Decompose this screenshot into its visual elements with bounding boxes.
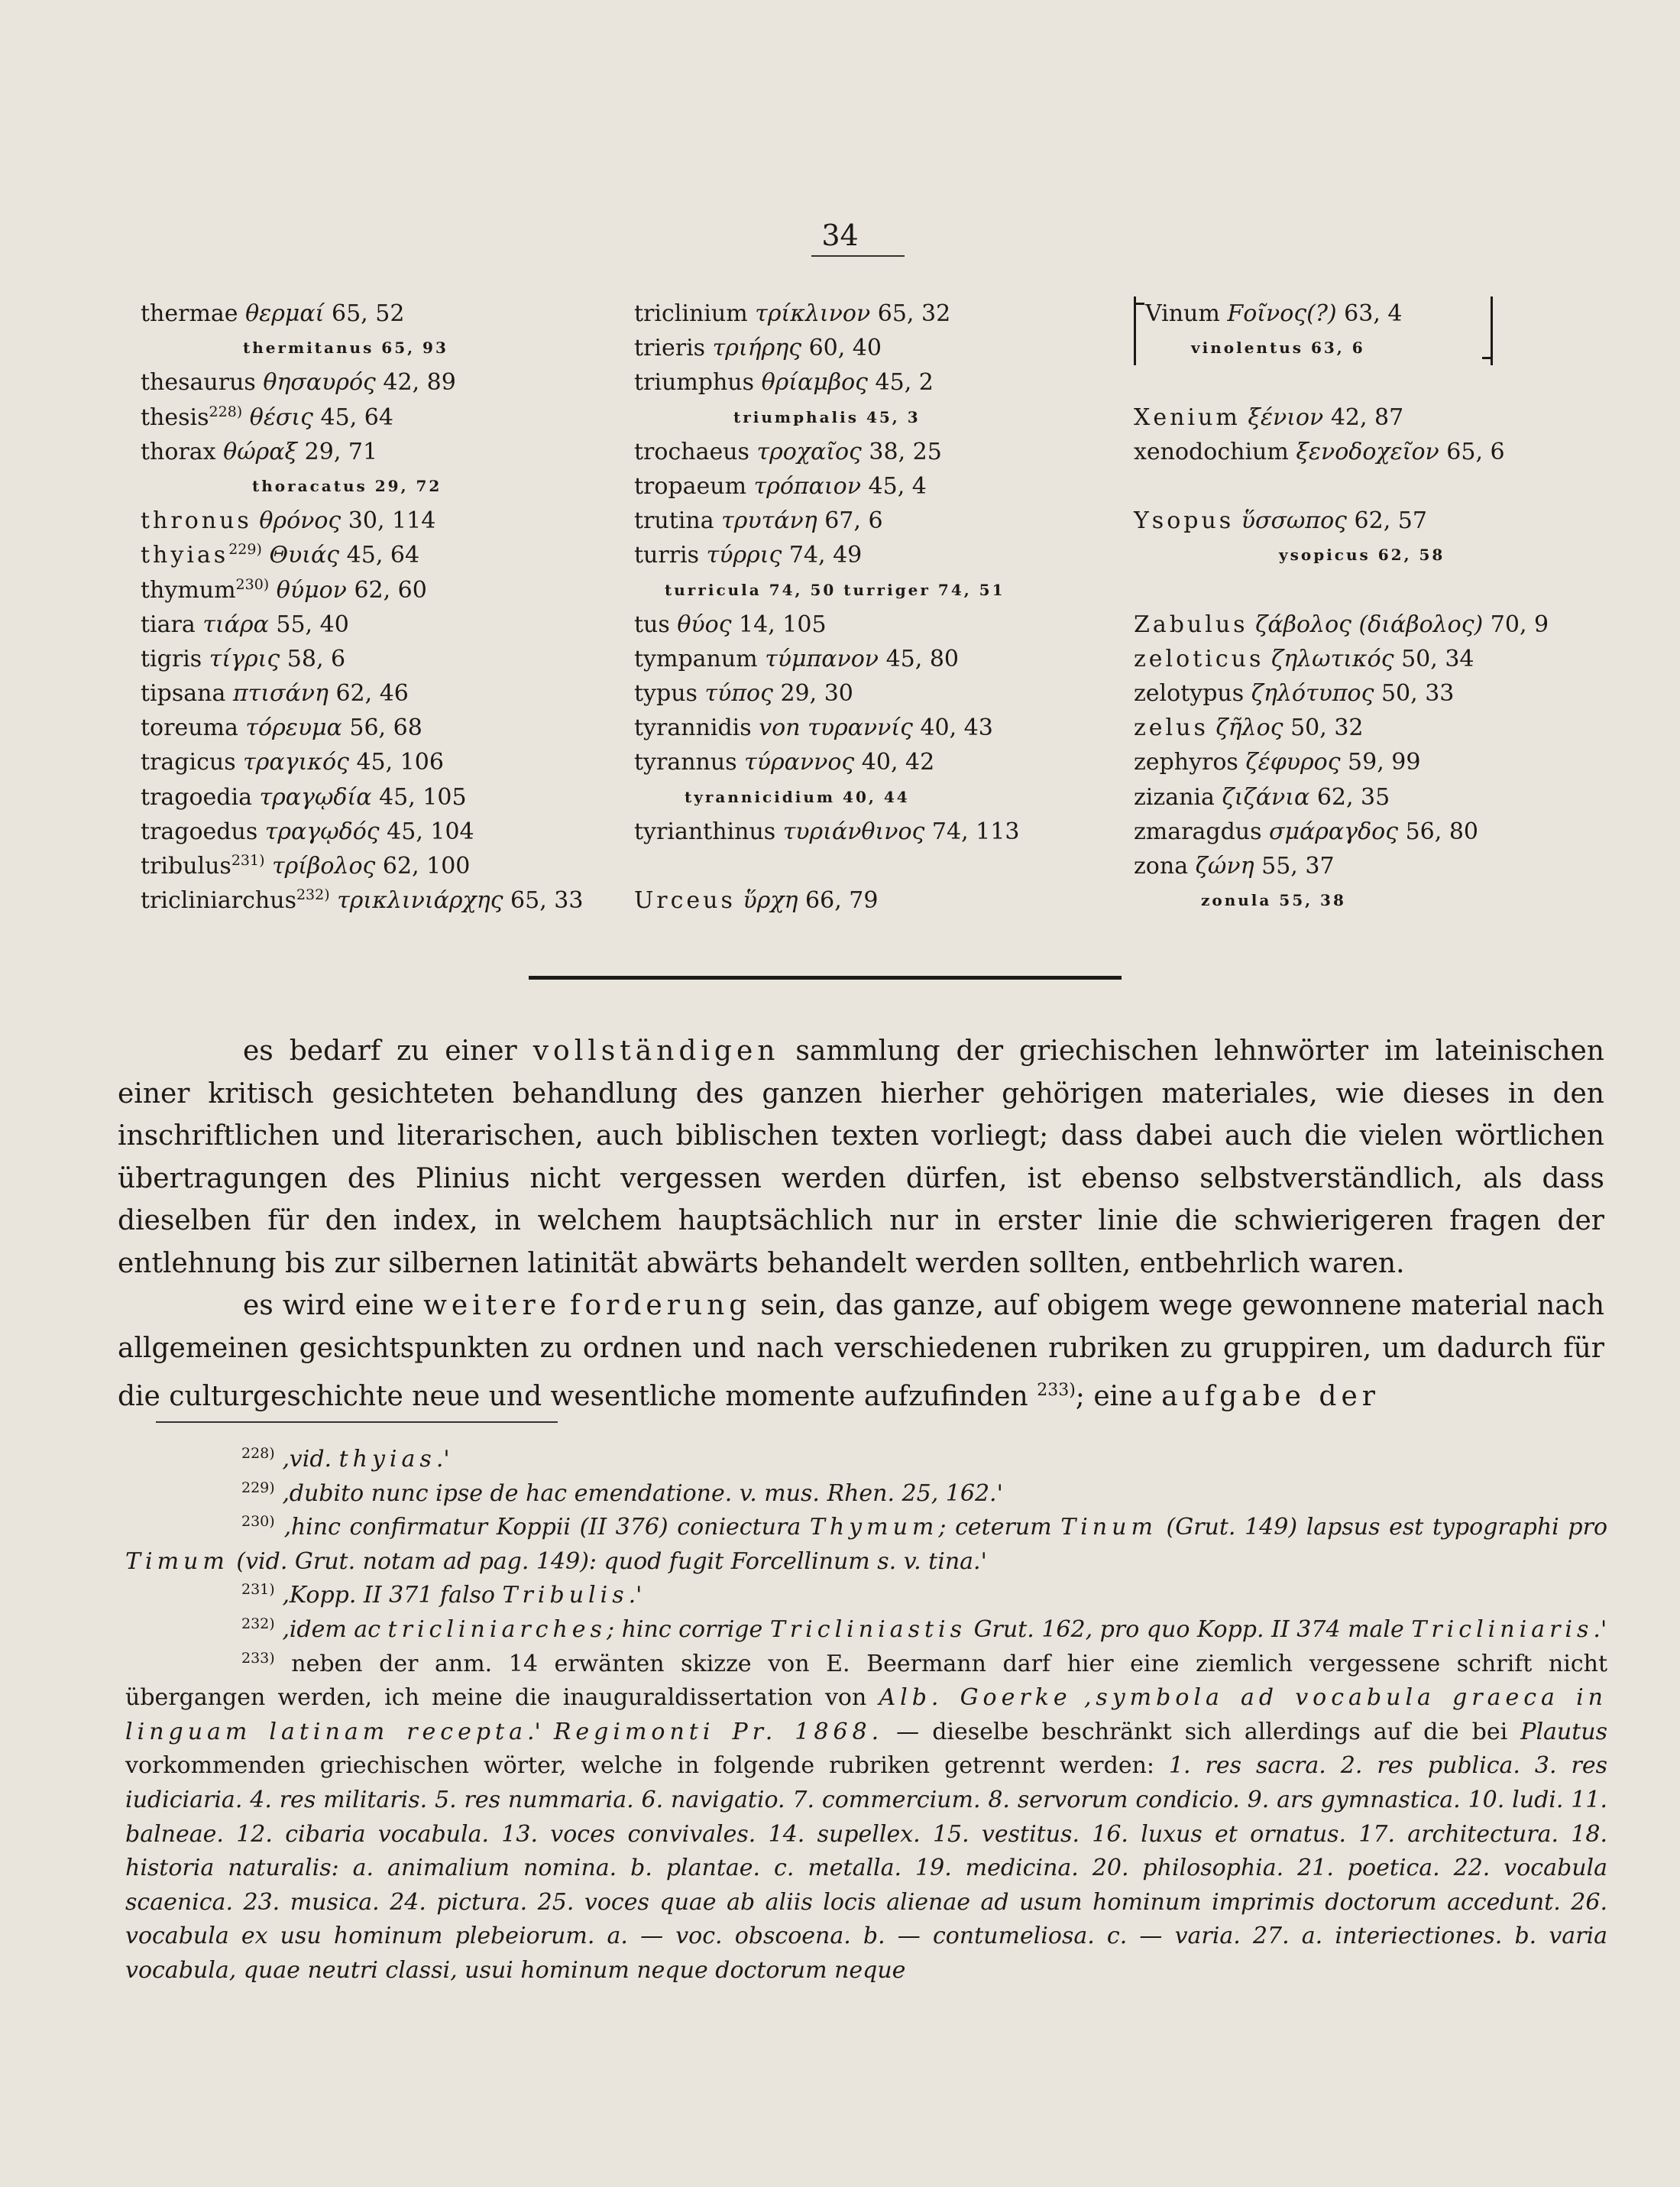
index-entry bbox=[141, 608, 630, 642]
entry-greek: ξενοδοχεῖον bbox=[1296, 438, 1439, 465]
entry-lemma: trochaeus bbox=[634, 438, 749, 465]
entry-lemma: turris bbox=[634, 542, 700, 569]
page-number: 34 bbox=[821, 219, 859, 252]
entry-refs: 65, 52 bbox=[331, 300, 405, 327]
entry-lemma: thymum bbox=[141, 576, 236, 604]
index-sub-entry: ysopicus 62, 58 bbox=[1279, 546, 1445, 565]
entry-greek: τιάρα bbox=[202, 611, 269, 638]
entry-greek: θερμαί bbox=[245, 300, 325, 327]
entry-refs: 58, 6 bbox=[286, 645, 346, 672]
entry-lemma: thermae bbox=[141, 300, 238, 327]
index-sub-entry: zonula 55, 38 bbox=[1201, 891, 1346, 910]
entry-greek: θύος bbox=[677, 611, 732, 638]
entry-greek: τρόπαιον bbox=[753, 472, 861, 500]
entry-refs: 50, 34 bbox=[1401, 645, 1474, 672]
entry-greek: τραγικός bbox=[243, 749, 349, 776]
entry-refs: 45, 80 bbox=[885, 645, 959, 672]
entry-lemma: Urceus bbox=[634, 887, 736, 915]
entry-refs: 45, 2 bbox=[875, 369, 934, 397]
entry-greek: τρικλινιάρχης bbox=[337, 887, 503, 915]
index-entry bbox=[141, 883, 630, 918]
index-entry bbox=[634, 469, 1115, 504]
index-entry bbox=[634, 883, 1115, 918]
entry-lemma: thyias bbox=[141, 542, 229, 569]
entry-lemma: tragicus bbox=[141, 749, 236, 776]
entry-refs: 62, 35 bbox=[1316, 783, 1390, 811]
entry-greek: θέσις bbox=[249, 403, 313, 431]
index-entry bbox=[141, 504, 630, 538]
index-entry bbox=[141, 573, 630, 608]
entry-greek: ξένιον bbox=[1248, 403, 1324, 431]
entry-greek: ζηλότυπος bbox=[1251, 680, 1374, 708]
index-entry bbox=[634, 711, 1115, 745]
entry-lemma: zelus bbox=[1134, 714, 1209, 742]
index-entry bbox=[634, 538, 1115, 572]
entry-greek: ὕσσωπος bbox=[1241, 507, 1347, 535]
entry-refs: 29, 71 bbox=[304, 438, 378, 465]
index-entry bbox=[634, 642, 1115, 676]
index-entry bbox=[1134, 435, 1623, 469]
entry-lemma: Ysopus bbox=[1134, 507, 1235, 535]
paragraph-2: es wird eine weitere forderung sein, das ganze, auf obigem wege gewonnene material nach allgemeinen gesichtspunkten zu ordnen und nach verschiedenen rubriken zu gruppiren, um dadurch für die culturgeschichte neue und wesentliche momente aufzufinden $^{233)}$; eine aufgabe der bbox=[118, 1290, 1605, 1412]
entry-prefix: von bbox=[759, 714, 801, 742]
footnote-ref: 230) bbox=[235, 575, 270, 593]
footnote-228: $^{228)}$ ‚vid. thyias.' bbox=[241, 1445, 450, 1473]
entry-refs: 14, 105 bbox=[739, 611, 827, 638]
entry-refs: 42, 87 bbox=[1330, 403, 1404, 431]
entry-refs: 56, 80 bbox=[1405, 818, 1478, 845]
index-entry bbox=[141, 538, 630, 572]
entry-greek: θύμον bbox=[276, 576, 347, 604]
entry-refs: 62, 57 bbox=[1354, 507, 1427, 535]
entry-lemma: zizania bbox=[1134, 783, 1215, 811]
index-column-3 bbox=[1134, 296, 1623, 918]
entry-greek: τύμπανον bbox=[765, 645, 879, 672]
entry-greek: τόρευμα bbox=[245, 714, 342, 742]
footnote-232: $^{232)}$ ‚idem ac tricliniarches; hinc corrige Tricliniastis Grut. 162, pro quo Kopp. II 374 male Tricliniaris.' bbox=[241, 1615, 1607, 1643]
page-number-rule bbox=[811, 255, 905, 257]
index-entry bbox=[141, 642, 630, 676]
entry-greek: σμάραγδος bbox=[1269, 818, 1399, 845]
entry-refs: 62, 100 bbox=[382, 853, 471, 880]
entry-refs: 62, 60 bbox=[354, 576, 427, 604]
entry-lemma: thesis bbox=[141, 403, 209, 431]
index-gap bbox=[1134, 469, 1623, 504]
entry-greek: τρίβολος bbox=[272, 853, 376, 880]
index-entry bbox=[141, 849, 630, 883]
index-entry bbox=[1134, 849, 1623, 883]
entry-lemma: triclinium bbox=[634, 300, 748, 327]
index-entry bbox=[141, 711, 630, 745]
entry-lemma: toreuma bbox=[141, 714, 238, 742]
entry-lemma: tus bbox=[634, 611, 670, 638]
entry-refs: 45, 104 bbox=[387, 818, 474, 845]
entry-lemma: zona bbox=[1134, 853, 1189, 880]
entry-refs: 63, 4 bbox=[1344, 300, 1403, 327]
index-entry bbox=[1134, 815, 1623, 849]
footnotes bbox=[125, 1443, 1607, 1988]
entry-greek: θώραξ bbox=[223, 438, 298, 465]
index-gap bbox=[1134, 365, 1623, 400]
entry-greek: τυραννίς bbox=[808, 714, 913, 742]
index-entry bbox=[1134, 642, 1623, 676]
index-sub-entry: turricula 74, 50 turriger 74, 51 bbox=[665, 580, 1005, 599]
entry-lemma: Xenium bbox=[1134, 403, 1241, 431]
entry-greek: τρίκλινον bbox=[755, 300, 871, 327]
footnote-ref: 228) bbox=[209, 403, 243, 420]
index-entry bbox=[141, 676, 630, 711]
footnote-231: $^{231)}$ ‚Kopp. II 371 falso Tribulis.' bbox=[241, 1581, 643, 1609]
index-entry bbox=[141, 780, 630, 815]
entry-greek: τριήρης bbox=[712, 335, 802, 362]
section-divider bbox=[529, 976, 1122, 980]
entry-refs: 65, 6 bbox=[1446, 438, 1505, 465]
entry-greek: ὕρχη bbox=[743, 887, 798, 915]
entry-greek: τύραννος bbox=[744, 749, 855, 776]
entry-greek: Fοῖνος(?) bbox=[1227, 300, 1337, 327]
index-entry bbox=[141, 400, 630, 435]
entry-lemma: trieris bbox=[634, 335, 706, 362]
index-column-2 bbox=[634, 296, 1115, 918]
entry-refs: 66, 79 bbox=[805, 887, 879, 915]
footnote-ref: 232) bbox=[296, 886, 330, 904]
entry-greek: ζιζάνια bbox=[1222, 783, 1310, 811]
index-entry bbox=[141, 435, 630, 469]
entry-greek: τροχαῖος bbox=[756, 438, 862, 465]
entry-refs: 50, 32 bbox=[1290, 714, 1364, 742]
entry-lemma: zeloticus bbox=[1134, 645, 1264, 672]
entry-greek: τύπος bbox=[704, 680, 773, 708]
entry-greek: θρίαμβος bbox=[761, 369, 868, 397]
entry-greek: ζηλωτικός bbox=[1271, 645, 1394, 672]
entry-refs: 70, 9 bbox=[1490, 611, 1549, 638]
index-entry bbox=[1134, 608, 1623, 642]
entry-refs: 45, 64 bbox=[320, 403, 393, 431]
entry-lemma: tipsana bbox=[141, 680, 226, 708]
entry-greek: ζώνη bbox=[1195, 853, 1254, 880]
entry-refs: 45, 105 bbox=[379, 783, 467, 811]
entry-lemma: tiara bbox=[141, 611, 196, 638]
entry-lemma: thronus bbox=[141, 507, 252, 535]
entry-greek: τυριάνθινος bbox=[782, 818, 925, 845]
entry-greek: τύρρις bbox=[706, 542, 782, 569]
footnote-229: $^{229)}$ ‚dubito nunc ipse de hac emendatione. v. mus. Rhen. 25, 162.' bbox=[241, 1479, 1003, 1507]
index-entry bbox=[634, 331, 1115, 365]
index-entry bbox=[634, 435, 1115, 469]
entry-refs: 38, 25 bbox=[869, 438, 942, 465]
entry-lemma: tropaeum bbox=[634, 472, 747, 500]
index-entry bbox=[1134, 780, 1623, 815]
entry-greek: τραγῳδός bbox=[264, 818, 380, 845]
index-sub-entry: thermitanus 65, 93 bbox=[243, 339, 448, 358]
entry-refs: 74, 49 bbox=[788, 542, 863, 569]
entry-lemma: Zabulus bbox=[1134, 611, 1248, 638]
index-entry bbox=[634, 608, 1115, 642]
entry-greek: θρόνος bbox=[259, 507, 342, 535]
entry-lemma: tragoedia bbox=[141, 783, 252, 811]
entry-refs: 29, 30 bbox=[780, 680, 853, 708]
entry-lemma: trutina bbox=[634, 507, 714, 535]
index-gap bbox=[1134, 573, 1623, 608]
index-entry bbox=[141, 296, 630, 331]
index-entry bbox=[634, 815, 1115, 849]
entry-greek: τραγῳδία bbox=[259, 783, 372, 811]
index-entry bbox=[634, 676, 1115, 711]
entry-refs: 65, 33 bbox=[510, 887, 584, 915]
entry-refs: 40, 43 bbox=[920, 714, 993, 742]
index-sub-entry: triumphalis 45, 3 bbox=[733, 407, 921, 426]
index-sub-entry: vinolentus 63, 6 bbox=[1191, 339, 1365, 358]
entry-refs: 40, 42 bbox=[861, 749, 935, 776]
entry-lemma: tragoedus bbox=[141, 818, 258, 845]
entry-greek: ζέφυρος bbox=[1245, 749, 1341, 776]
entry-greek: Θυιάς bbox=[269, 542, 340, 569]
index-gap bbox=[634, 849, 1115, 883]
entry-refs: 50, 33 bbox=[1381, 680, 1455, 708]
entry-refs: 45, 106 bbox=[356, 749, 444, 776]
entry-lemma: triumphus bbox=[634, 369, 755, 397]
entry-refs: 45, 4 bbox=[868, 472, 927, 500]
entry-refs: 55, 40 bbox=[276, 611, 349, 638]
entry-lemma: zephyros bbox=[1134, 749, 1238, 776]
paragraph-1: es bedarf zu einer vollständigen sammlung der griechischen lehnwörter im lateinischen einer kritisch gesichteten behandlung des ganzen hierher gehörigen materiales, wie dieses in den inschriftlichen und literarischen, auch biblischen texten vorliegt; dass dabei auch die vielen wörtlichen übertragungen des Plinius nicht vergessen werden dürfen, ist ebenso selbstverständlich, als dass dieselben für den index, in welchem hauptsächlich nur in erster linie die schwierigeren fragen der entlehnung bis zur silbernen latinität abwärts behandelt werden sollten, entbehrlich waren. bbox=[118, 1035, 1604, 1279]
entry-refs: 62, 46 bbox=[335, 680, 409, 708]
footnote-ref-233: 233) bbox=[1037, 1381, 1076, 1400]
index-entry bbox=[1134, 711, 1623, 745]
entry-lemma: tyrannidis bbox=[634, 714, 752, 742]
entry-lemma: zmaragdus bbox=[1134, 818, 1262, 845]
footnote-rule bbox=[156, 1421, 558, 1423]
footnote-ref: 229) bbox=[228, 541, 262, 559]
index-entry bbox=[141, 815, 630, 849]
entry-refs: 56, 68 bbox=[349, 714, 422, 742]
index-entry bbox=[141, 365, 630, 400]
entry-lemma: tyrannus bbox=[634, 749, 737, 776]
index-entry bbox=[1145, 296, 1481, 331]
index-sub-entry: tyrannicidium 40, 44 bbox=[685, 787, 910, 806]
index-entry bbox=[634, 296, 1115, 331]
index-entry bbox=[634, 504, 1115, 538]
footnote-ref: 231) bbox=[231, 852, 265, 869]
entry-greek: ζῆλος bbox=[1215, 714, 1283, 742]
bracketed-entry bbox=[1134, 296, 1493, 365]
entry-lemma: tribulus bbox=[141, 853, 231, 880]
index-entry bbox=[1134, 400, 1623, 435]
entry-greek: θησαυρός bbox=[263, 369, 376, 397]
index-entry bbox=[1134, 504, 1623, 538]
entry-lemma: tigris bbox=[141, 645, 202, 672]
body-text bbox=[118, 1030, 1604, 1418]
footnote-230: $^{230)}$ ‚hinc confirmatur Koppii (II 376) coniectura Thymum; ceterum Tinum (Grut. 149) lapsus est typographi pro Timum (vid. Grut. notam ad pag. 149): quod fugit Forcellinum s. v. tina.' bbox=[125, 1513, 1608, 1575]
entry-greek: τίγρις bbox=[209, 645, 280, 672]
index-entry bbox=[634, 745, 1115, 779]
index-entry bbox=[141, 745, 630, 779]
entry-lemma: zelotypus bbox=[1134, 680, 1245, 708]
index-sub-entry: thoracatus 29, 72 bbox=[252, 476, 442, 495]
index-entry bbox=[1134, 745, 1623, 779]
index-entry bbox=[634, 365, 1115, 400]
entry-refs: 65, 32 bbox=[877, 300, 951, 327]
entry-refs: 60, 40 bbox=[808, 335, 882, 362]
entry-refs: 59, 99 bbox=[1348, 749, 1421, 776]
entry-refs: 67, 6 bbox=[824, 507, 883, 535]
entry-greek: πτισάνη bbox=[232, 680, 329, 708]
entry-lemma: thorax bbox=[141, 438, 216, 465]
entry-lemma: Vinum bbox=[1145, 300, 1220, 327]
entry-lemma: tympanum bbox=[634, 645, 758, 672]
entry-refs: 74, 113 bbox=[931, 818, 1020, 845]
entry-refs: 45, 64 bbox=[346, 542, 420, 569]
entry-lemma: tyrianthinus bbox=[634, 818, 776, 845]
entry-lemma: xenodochium bbox=[1134, 438, 1289, 465]
index-entry bbox=[1134, 676, 1623, 711]
footnote-233: $^{233)}$ neben der anm. 14 erwänten skizze von E. Beermann darf hier eine ziemlich vergessene schrift nicht übergangen werden, ich meine die inauguraldissertation von Alb. Goerke ‚symbola ad vocabula graeca in linguam latinam recepta.' Regimonti Pr. 1868. — dieselbe beschränkt sich allerdings auf die bei Plautus vorkommenden griechischen wörter, welche in folgende rubriken getrennt werden: 1. res sacra. 2. res publica. 3. res iudiciaria. 4. res militaris. 5. res nummaria. 6. navigatio. 7. commercium. 8. servorum condicio. 9. ars gymnastica. 10. ludi. 11. balneae. 12. cibaria vocabula. 13. voces convivales. 14. supellex. 15. vestitus. 16. luxus et ornatus. 17. architectura. 18. historia naturalis: a. animalium nomina. b. plantae. c. metalla. 19. medicina. 20. philosophia. 21. poetica. 22. vocabula scaenica. 23. musica. 24. pictura. 25. voces quae ab aliis locis alienae ad usum hominum imprimis doctorum accedunt. 26. vocabula ex usu hominum plebeiorum. a. — voc. obscoena. b. — contumeliosa. c. — varia. 27. a. interiectiones. b. varia vocabula, quae neutri classi, usui hominum neque doctorum neque bbox=[125, 1649, 1608, 1984]
entry-greek: τρυτάνη bbox=[721, 507, 817, 535]
entry-lemma: tricliniarchus bbox=[141, 887, 296, 915]
entry-greek: ζάβολος (διάβολος) bbox=[1255, 611, 1484, 638]
entry-refs: 55, 37 bbox=[1261, 853, 1335, 880]
index-column-1 bbox=[141, 296, 630, 918]
entry-refs: 42, 89 bbox=[383, 369, 456, 397]
entry-lemma: thesaurus bbox=[141, 369, 256, 397]
entry-refs: 30, 114 bbox=[348, 507, 436, 535]
entry-lemma: typus bbox=[634, 680, 698, 708]
